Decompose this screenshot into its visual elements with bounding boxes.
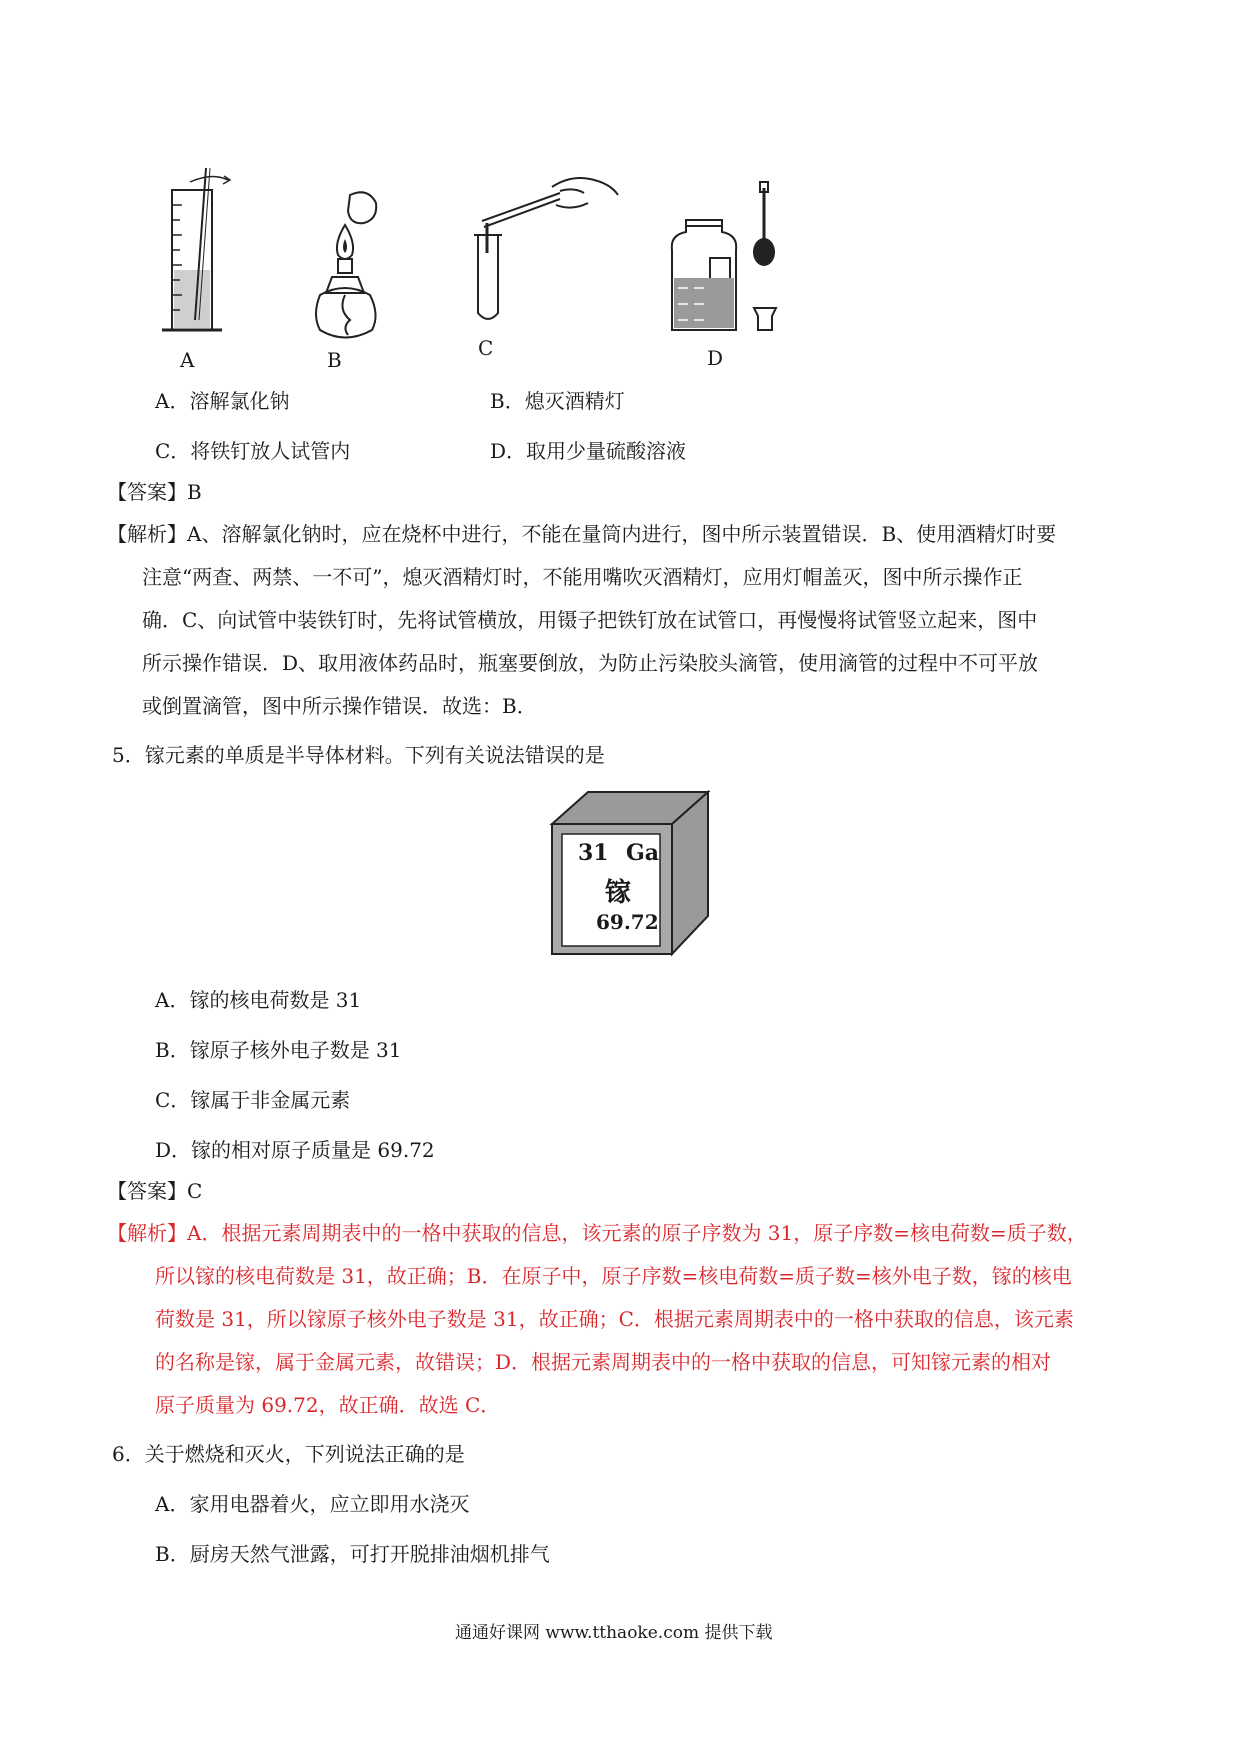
element-atomic-mass: 69.72 <box>596 910 659 934</box>
figure-letter-a: A <box>180 348 195 372</box>
element-name: 镓 <box>605 878 632 908</box>
figure-letter-d: D <box>707 346 724 370</box>
q4-option-d: D．取用少量硫酸溶液 <box>490 439 687 463</box>
page-footer: 通通好课网 www.tthaoke.com 提供下载 <box>455 1623 773 1643</box>
figure-a-graduated-cylinder <box>150 160 250 350</box>
q4-option-b: B．熄灭酒精灯 <box>490 389 625 413</box>
q4-answer: 【答案】B <box>107 480 202 504</box>
q4-option-a: A．溶解氯化钠 <box>155 389 290 413</box>
q6-option-a: A．家用电器着火，应立即用水浇灭 <box>155 1492 470 1516</box>
q5-analysis-line-3: 荷数是 31，所以镓原子核外电子数是 31，故正确；C．根据元素周期表中的一格中获取的信息，该元素 <box>155 1307 1074 1331</box>
q5-analysis-line-1: 【解析】A．根据元素周期表中的一格中获取的信息，该元素的原子序数为 31，原子序数=核电荷数=质子数， <box>107 1221 1087 1245</box>
q5-analysis-line-2: 所以镓的核电荷数是 31，故正确；B．在原子中，原子序数=核电荷数=质子数=核外电子数，镓的核电 <box>155 1264 1072 1288</box>
q4-analysis-line-5: 或倒置滴管，图中所示操作错误．故选：B． <box>142 694 537 718</box>
figure-b-alcohol-lamp <box>290 185 400 350</box>
figure-d-reagent-bottle-dropper <box>660 180 800 340</box>
q5-analysis-line-5: 原子质量为 69.72，故正确．故选 C． <box>155 1393 501 1417</box>
q4-analysis-line-1: 【解析】A、溶解氯化钠时，应在烧杯中进行，不能在量筒内进行，图中所示装置错误．B、使用酒精灯时要 <box>107 522 1057 546</box>
figure-letter-b: B <box>327 348 342 372</box>
q5-stem: 5．镓元素的单质是半导体材料。下列有关说法错误的是 <box>112 743 605 767</box>
q6-stem: 6．关于燃烧和灭火，下列说法正确的是 <box>112 1442 465 1466</box>
q5-answer: 【答案】C <box>107 1179 203 1203</box>
element-symbol: Ga <box>626 840 660 866</box>
figure-letter-c: C <box>478 336 494 360</box>
q4-analysis-line-2: 注意“两查、两禁、一不可”，熄灭酒精灯时，不能用嘴吹灭酒精灯，应用灯帽盖灭，图中所示操作正 <box>142 565 1023 589</box>
q5-option-a: A．镓的核电荷数是 31 <box>155 988 362 1012</box>
q4-analysis-line-4: 所示操作错误．D、取用液体药品时，瓶塞要倒放，为防止污染胶头滴管，使用滴管的过程中不可平放 <box>142 651 1039 675</box>
q6-option-b: B．厨房天然气泄露，可打开脱排油烟机排气 <box>155 1542 550 1566</box>
q5-analysis-line-4: 的名称是镓，属于金属元素，故错误；D．根据元素周期表中的一格中获取的信息，可知镓元素的相对 <box>155 1350 1052 1374</box>
element-atomic-number: 31 <box>578 840 609 866</box>
q5-option-c: C．镓属于非金属元素 <box>155 1088 351 1112</box>
q4-analysis-line-3: 确．C、向试管中装铁钉时，先将试管横放，用镊子把铁钉放在试管口，再慢慢将试管竖立起来，图中 <box>142 608 1038 632</box>
figure-c-test-tube-tweezers <box>460 165 620 325</box>
q5-option-d: D．镓的相对原子质量是 69.72 <box>155 1138 435 1162</box>
q5-option-b: B．镓原子核外电子数是 31 <box>155 1038 402 1062</box>
q4-option-c: C．将铁钉放人试管内 <box>155 439 351 463</box>
